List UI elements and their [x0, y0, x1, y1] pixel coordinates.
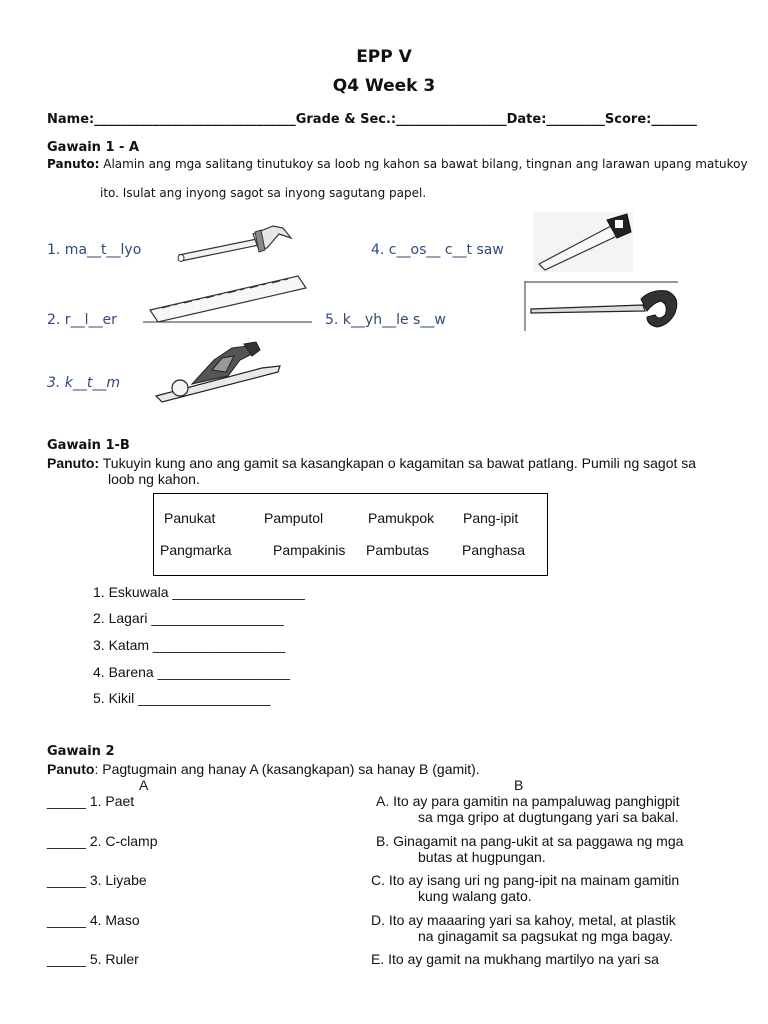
gawain1b-item-1[interactable]: 1. Eskuwala _________________ [93, 584, 305, 600]
choice-pamputol: Pamputol [264, 510, 324, 526]
match-right-item-e: E. Ito ay gamit na mukhang martilyo na yari sa [371, 951, 659, 967]
crosscut-saw-icon [533, 212, 633, 272]
name-blank[interactable]: _______________________________ [94, 112, 296, 127]
match-right-item-b-cont: butas at hugpungan. [418, 849, 546, 865]
plane-icon [152, 340, 287, 405]
grade-blank[interactable]: _________________ [396, 112, 507, 127]
match-left-item-3[interactable]: _____ 3. Liyabe [47, 872, 147, 888]
page-subtitle: Q4 Week 3 [332, 76, 436, 96]
ruler-icon [148, 272, 308, 324]
match-right-item-b: B. Ginagamit na pang-ukit at sa paggawa ng mga [376, 833, 684, 849]
date-blank[interactable]: _________ [546, 112, 605, 127]
match-right-item-d: D. Ito ay maaaring yari sa kahoy, metal, at plastik [371, 912, 676, 928]
choice-panukat: Panukat [164, 510, 216, 526]
choice-pangmarka: Pangmarka [160, 542, 232, 558]
page-title: EPP V [356, 47, 412, 67]
gawain1b-item-4[interactable]: 4. Barena _________________ [93, 664, 290, 680]
match-right-item-a-cont: sa mga gripo at dugtungang yari sa bakal. [418, 809, 679, 825]
gawain1a-item-3: 3. k__t__m [47, 375, 121, 391]
gawain1a-item-2: 2. r__l__er [47, 312, 117, 328]
score-blank[interactable]: _______ [651, 112, 697, 127]
gawain1a-item-5: 5. k__yh__le s__w [325, 312, 446, 328]
match-left-item-2[interactable]: _____ 2. C-clamp [47, 833, 158, 849]
choice-pang-ipit: Pang-ipit [463, 510, 519, 526]
gawain1b-heading: Gawain 1-B [47, 438, 130, 453]
info-line [47, 112, 697, 127]
panuto-label: Panuto: [47, 157, 100, 171]
word-box [153, 493, 548, 576]
choice-pamukpok: Pamukpok [368, 510, 435, 526]
gawain1a-panuto [47, 157, 748, 171]
gawain1b-item-3[interactable]: 3. Katam _________________ [93, 637, 286, 653]
hammer-icon [175, 222, 295, 267]
choice-panghasa: Panghasa [462, 542, 526, 558]
gawain1a-item-4: 4. c__os__ c__t saw [371, 242, 504, 258]
gawain1a-item-1: 1. ma__t__lyo [47, 242, 142, 258]
gawain1b-panuto-line2: loob ng kahon. [108, 471, 200, 487]
gawain1a-panuto-line2: ito. Isulat ang inyong sagot sa inyong sagutang papel. [100, 186, 427, 200]
column-a-label: A [139, 777, 149, 793]
match-left-item-4[interactable]: _____ 4. Maso [47, 912, 140, 928]
panuto-label: Panuto [47, 761, 95, 777]
panuto-label: Panuto: [47, 455, 100, 471]
panuto-text: Tukuyin kung ano ang gamit sa kasangkapan o kagamitan sa bawat patlang. Pumili ng sagot sa [99, 455, 697, 471]
choice-pampakinis: Pampakinis [273, 542, 346, 558]
keyhole-saw-icon [523, 281, 683, 333]
match-right-item-c: C. Ito ay isang uri ng pang-ipit na mainam gamitin [371, 872, 680, 888]
match-left-item-1[interactable]: _____ 1. Paet [47, 793, 135, 809]
gawain1a-heading: Gawain 1 - A [47, 140, 140, 155]
match-right-item-c-cont: kung walang gato. [418, 888, 532, 904]
choice-pambutas: Pambutas [366, 542, 430, 558]
match-right-item-d-cont: na ginagamit sa pagsukat ng mga bagay. [418, 928, 674, 944]
gawain2-heading: Gawain 2 [47, 744, 115, 759]
name-label: Name: [47, 112, 95, 127]
match-right-item-a: A. Ito ay para gamitin na pampaluwag panghigpit [376, 793, 680, 809]
panuto-text: Alamin ang mga salitang tinutukoy sa loob ng kahon sa bawat bilang, tingnan ang larawan upang matukoy [99, 157, 748, 171]
match-left-item-5[interactable]: _____ 5. Ruler [47, 951, 139, 967]
gawain1b-item-5[interactable]: 5. Kikil _________________ [93, 690, 271, 706]
column-b-label: B [514, 777, 524, 793]
panuto-text: : Pagtugmain ang hanay A (kasangkapan) sa hanay B (gamit). [94, 761, 480, 777]
gawain2-panuto [47, 761, 480, 777]
gawain1b-panuto [47, 455, 696, 471]
grade-label: Grade & Sec.: [295, 112, 397, 127]
score-label: Score: [604, 112, 652, 127]
gawain1b-item-2[interactable]: 2. Lagari _________________ [93, 610, 284, 626]
date-label: Date: [506, 112, 547, 127]
